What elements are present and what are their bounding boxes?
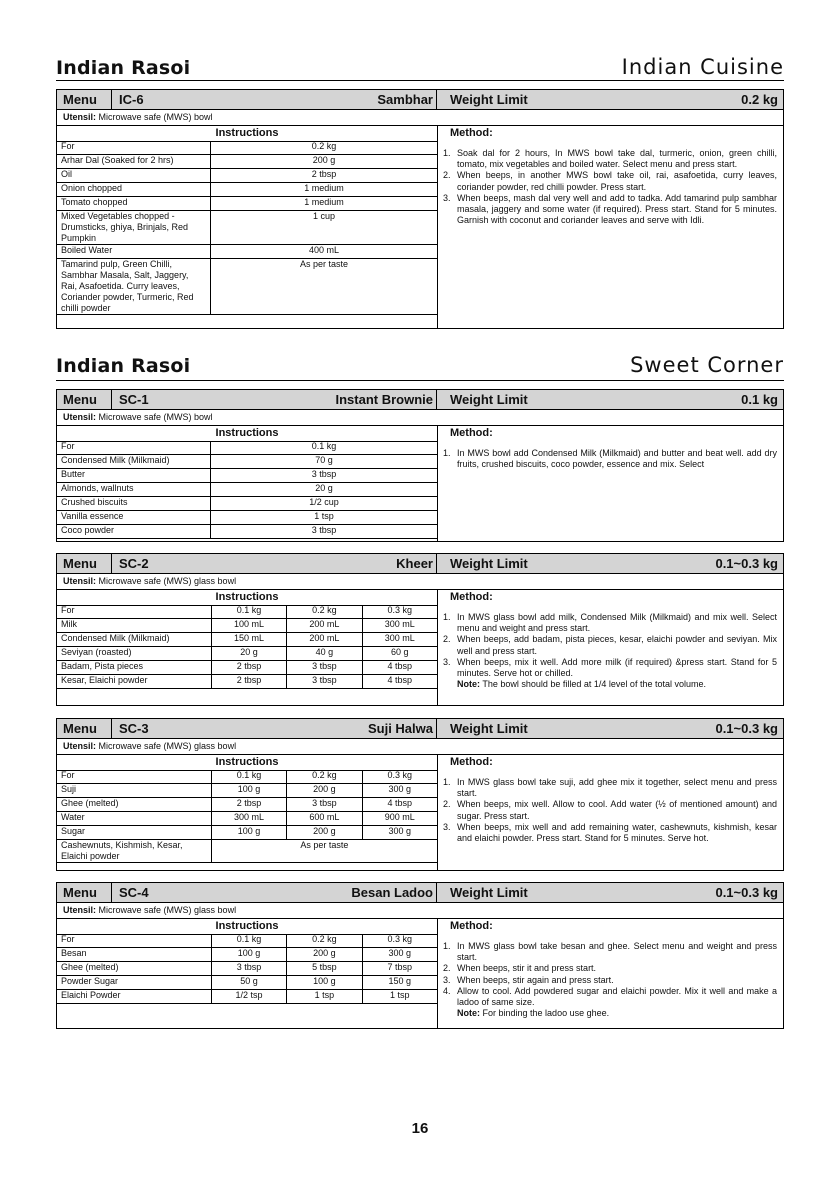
section-title-right: Indian Cuisine <box>621 55 784 79</box>
table-row <box>57 661 437 675</box>
recipe-name: Besan Ladoo <box>351 885 433 900</box>
ingredient-cell: Ghee (melted) <box>57 798 211 812</box>
header-divider <box>436 719 437 738</box>
method-step <box>443 612 777 634</box>
method-step <box>443 941 777 963</box>
method-title: Method: <box>450 591 493 603</box>
section-title-left: Indian Rasoi <box>56 355 191 377</box>
ingredient-cell: Tomato chopped <box>57 197 211 211</box>
table-row <box>57 455 437 469</box>
method-list <box>443 448 777 470</box>
table-row <box>57 826 437 840</box>
section-title-right: Sweet Corner <box>630 353 784 377</box>
method-step <box>443 777 777 799</box>
method-note <box>443 1008 777 1019</box>
quantity-cell: 600 mL <box>287 812 362 826</box>
menu-label: Menu <box>63 392 97 407</box>
table-row <box>57 483 437 497</box>
quantity-cell: 0.3 kg <box>362 605 437 619</box>
quantity-cell: 1 medium <box>211 197 438 211</box>
quantity-cell: 3 tbsp <box>287 661 362 675</box>
utensil-value: Microwave safe (MWS) glass bowl <box>98 741 237 751</box>
table-row <box>57 784 437 798</box>
quantity-cell: 100 mL <box>211 619 286 633</box>
quantity-cell: 1 medium <box>211 183 438 197</box>
method-step <box>443 657 777 679</box>
ingredient-cell: Condensed Milk (Milkmaid) <box>57 455 211 469</box>
quantity-cell: 300 g <box>362 784 437 798</box>
quantity-cell: 0.1 kg <box>211 605 286 619</box>
table-row <box>57 840 437 863</box>
step-number: 1. <box>443 612 451 622</box>
table-row <box>57 197 437 211</box>
table-row <box>57 619 437 633</box>
ingredient-cell: Almonds, wallnuts <box>57 483 211 497</box>
step-text: When beeps, stir again and press start. <box>457 974 614 985</box>
recipe-name: Sambhar <box>377 92 433 107</box>
quantity-cell: 4 tbsp <box>362 798 437 812</box>
method-step <box>443 634 777 656</box>
quantity-cell: 150 mL <box>211 633 286 647</box>
method-step <box>443 822 777 844</box>
ingredient-cell: Suji <box>57 784 211 798</box>
method-title: Method: <box>450 127 493 139</box>
menu-label: Menu <box>63 556 97 571</box>
ingredient-cell: Onion chopped <box>57 183 211 197</box>
divider <box>57 754 783 755</box>
utensil-value: Microwave safe (MWS) bowl <box>98 112 213 122</box>
step-number: 3. <box>443 656 451 667</box>
ingredient-cell: Boiled Water <box>57 245 211 259</box>
utensil-label: Utensil: <box>63 576 97 586</box>
quantity-cell: 300 g <box>362 826 437 840</box>
quantity-cell: 4 tbsp <box>362 675 437 689</box>
utensil-label: Utensil: <box>63 412 97 422</box>
instructions-title: Instructions <box>215 920 279 932</box>
recipe-name: Suji Halwa <box>367 721 433 736</box>
step-text: When beeps, mix well and add remaining water, cashewnuts, kishmish, kesar and elaichi powder. Press start. Stand for 5 minutes. Serve hot. <box>457 821 777 844</box>
recipe-header <box>57 90 783 110</box>
step-text: Allow to cool. Add powdered sugar and elaichi powder. Mix it well and make a ladoo of same size. <box>457 985 777 1008</box>
quantity-cell: 3 tbsp <box>287 675 362 689</box>
table-row <box>57 183 437 197</box>
step-number: 1. <box>443 941 451 951</box>
table-row <box>57 169 437 183</box>
quantity-cell: 200 g <box>287 948 362 962</box>
quantity-cell: 0.1 kg <box>211 770 286 784</box>
quantity-cell: 0.3 kg <box>362 770 437 784</box>
step-number: 2. <box>443 634 451 645</box>
quantity-cell: 150 g <box>362 976 437 990</box>
method-list <box>443 941 777 1019</box>
utensil-line <box>63 905 236 915</box>
ingredient-cell: Crushed biscuits <box>57 497 211 511</box>
quantity-cell: 4 tbsp <box>362 661 437 675</box>
weight-limit-value: 0.2 kg <box>741 92 778 107</box>
table-row <box>57 976 437 990</box>
quantity-cell: 1 tsp <box>362 990 437 1004</box>
quantity-cell: 0.2 kg <box>211 141 438 155</box>
instructions-title: Instructions <box>215 756 279 768</box>
quantity-cell: 3 tbsp <box>287 798 362 812</box>
step-number: 1. <box>443 777 451 787</box>
step-number: 3. <box>443 821 451 832</box>
quantity-cell: 0.3 kg <box>362 934 437 948</box>
column-divider <box>437 125 438 328</box>
menu-label: Menu <box>63 885 97 900</box>
ingredient-cell: Powder Sugar <box>57 976 211 990</box>
recipe-header <box>57 554 783 574</box>
method-step <box>443 193 777 227</box>
header-divider <box>111 90 112 109</box>
step-text: When beeps, in another MWS bowl take oil, rai, asafoetida, curry leaves, coriander powder, red chilli powder. Press start. <box>457 170 777 192</box>
column-divider <box>437 754 438 870</box>
weight-limit-label: Weight Limit <box>450 721 528 736</box>
utensil-value: Microwave safe (MWS) bowl <box>98 412 213 422</box>
step-text: Soak dal for 2 hours, In MWS bowl take dal, turmeric, onion, green chilli, tomato, mix vegetables and boiled water. Select menu and press start. <box>457 148 777 170</box>
table-row <box>57 511 437 525</box>
step-number: 1. <box>443 148 451 158</box>
quantity-cell: 5 tbsp <box>287 962 362 976</box>
quantity-cell: 0.2 kg <box>287 934 362 948</box>
quantity-cell: 300 mL <box>362 619 437 633</box>
weight-limit-label: Weight Limit <box>450 392 528 407</box>
recipe-name: Kheer <box>396 556 433 571</box>
page-number: 16 <box>411 1120 429 1137</box>
quantity-cell: As per taste <box>211 840 437 863</box>
quantity-cell: 60 g <box>362 647 437 661</box>
quantity-cell: 200 mL <box>287 619 362 633</box>
quantity-cell: 20 g <box>211 647 286 661</box>
quantity-cell: 0.1 kg <box>211 441 438 455</box>
ingredient-cell: Oil <box>57 169 211 183</box>
step-number: 3. <box>443 974 451 985</box>
recipe-card-sc-2 <box>56 553 784 706</box>
quantity-cell: 0.2 kg <box>287 605 362 619</box>
method-step <box>443 448 777 470</box>
quantity-cell: 1/2 cup <box>211 497 438 511</box>
quantity-cell: 300 g <box>362 948 437 962</box>
ingredient-cell: Vanilla essence <box>57 511 211 525</box>
quantity-cell: 40 g <box>287 647 362 661</box>
quantity-cell: 200 g <box>211 155 438 169</box>
ingredient-cell: Butter <box>57 469 211 483</box>
quantity-cell: 2 tbsp <box>211 675 286 689</box>
quantity-cell: 300 mL <box>211 812 286 826</box>
section-title-left: Indian Rasoi <box>56 57 191 79</box>
quantity-cell: 100 g <box>211 948 286 962</box>
quantity-cell: 3 tbsp <box>211 469 438 483</box>
table-row <box>57 934 437 948</box>
ingredient-cell: Water <box>57 812 211 826</box>
divider <box>57 125 783 126</box>
header-divider <box>111 883 112 902</box>
recipe-name: Instant Brownie <box>335 392 433 407</box>
method-step <box>443 799 777 821</box>
step-text: In MWS glass bowl add milk, Condensed Milk (Milkmaid) and mix well. Select menu and weight and press start. <box>457 612 777 634</box>
step-text: In MWS glass bowl take besan and ghee. Select menu and weight and press start. <box>457 941 777 963</box>
quantity-cell: 1/2 tsp <box>211 990 286 1004</box>
quantity-cell: 200 g <box>287 826 362 840</box>
instructions-title: Instructions <box>215 591 279 603</box>
table-row <box>57 798 437 812</box>
method-step <box>443 170 777 192</box>
weight-limit-label: Weight Limit <box>450 92 528 107</box>
quantity-cell: 2 tbsp <box>211 798 286 812</box>
table-row <box>57 647 437 661</box>
step-text: When beeps, add badam, pista pieces, kesar, elaichi powder and seviyan. Mix well and press start. <box>457 634 777 656</box>
step-text: When beeps, mash dal very well and add to tadka. Add tamarind pulp sambhar masala, jaggery and some water (if required). Press start. Stand for 5 minutes. Garnish with coconut and coriander leaves and serve with Idli. <box>457 192 777 226</box>
utensil-value: Microwave safe (MWS) glass bowl <box>98 576 237 586</box>
quantity-cell: 100 g <box>211 784 286 798</box>
quantity-cell: 300 mL <box>362 633 437 647</box>
ingredient-cell: For <box>57 605 211 619</box>
method-step <box>443 148 777 170</box>
quantity-cell: 1 cup <box>211 211 438 245</box>
recipe-card-sc-3 <box>56 718 784 871</box>
note-text: The bowl should be filled at 1/4 level of the total volume. <box>482 679 706 690</box>
header-divider <box>436 554 437 573</box>
utensil-line <box>63 741 236 751</box>
quantity-cell: 20 g <box>211 483 438 497</box>
step-number: 2. <box>443 170 451 181</box>
ingredient-cell: For <box>57 441 211 455</box>
divider <box>57 918 783 919</box>
table-row <box>57 948 437 962</box>
menu-code: IC-6 <box>119 92 144 107</box>
table-row <box>57 525 437 539</box>
method-note <box>443 679 777 690</box>
header-divider <box>111 554 112 573</box>
ingredient-cell: Milk <box>57 619 211 633</box>
step-text: When beeps, mix well. Allow to cool. Add water (½ of mentioned amount) and sugar. Press start. <box>457 799 777 821</box>
column-divider <box>437 589 438 705</box>
method-title: Method: <box>450 427 493 439</box>
header-divider <box>111 390 112 409</box>
ingredients-table <box>57 934 437 1004</box>
divider <box>57 589 783 590</box>
utensil-label: Utensil: <box>63 112 97 122</box>
ingredients-table <box>57 141 437 315</box>
method-list <box>443 148 777 226</box>
menu-label: Menu <box>63 92 97 107</box>
weight-limit-label: Weight Limit <box>450 556 528 571</box>
header-divider <box>436 883 437 902</box>
weight-limit-value: 0.1~0.3 kg <box>715 721 778 736</box>
table-row <box>57 155 437 169</box>
quantity-cell: 7 tbsp <box>362 962 437 976</box>
table-row <box>57 675 437 689</box>
table-row <box>57 141 437 155</box>
method-title: Method: <box>450 920 493 932</box>
step-text: When beeps, mix it well. Add more milk (if required) &press start. Stand for 5 minutes. Serve hot or chilled. <box>457 656 777 679</box>
ingredients-table <box>57 441 437 539</box>
quantity-cell: As per taste <box>211 259 438 315</box>
menu-label: Menu <box>63 721 97 736</box>
weight-limit-value: 0.1~0.3 kg <box>715 885 778 900</box>
divider <box>57 425 783 426</box>
table-row <box>57 469 437 483</box>
quantity-cell: 3 tbsp <box>211 962 286 976</box>
ingredient-cell: Cashewnuts, Kishmish, Kesar, Elaichi powder <box>57 840 211 863</box>
section-header-indian-cuisine <box>56 55 784 79</box>
table-row <box>57 962 437 976</box>
quantity-cell: 200 mL <box>287 633 362 647</box>
table-row <box>57 497 437 511</box>
step-text: In MWS bowl add Condensed Milk (Milkmaid) and butter and beat well. add dry fruits, crushed biscuits, coco powder, essence and mix. Select <box>457 448 777 470</box>
utensil-label: Utensil: <box>63 741 97 751</box>
instructions-title: Instructions <box>215 427 279 439</box>
menu-code: SC-1 <box>119 392 149 407</box>
column-divider <box>437 918 438 1028</box>
quantity-cell: 100 g <box>287 976 362 990</box>
step-number: 1. <box>443 448 451 458</box>
section-rule <box>56 80 784 81</box>
table-row <box>57 441 437 455</box>
step-number: 2. <box>443 799 451 810</box>
method-list <box>443 777 777 844</box>
table-row <box>57 990 437 1004</box>
step-text: In MWS glass bowl take suji, add ghee mix it together, select menu and press start. <box>457 777 777 799</box>
weight-limit-value: 0.1 kg <box>741 392 778 407</box>
quantity-cell: 50 g <box>211 976 286 990</box>
header-divider <box>436 90 437 109</box>
note-text: For binding the ladoo use ghee. <box>482 1008 610 1019</box>
instructions-title: Instructions <box>215 127 279 139</box>
quantity-cell: 100 g <box>211 826 286 840</box>
utensil-label: Utensil: <box>63 905 97 915</box>
table-row <box>57 633 437 647</box>
method-step <box>443 975 777 986</box>
quantity-cell: 1 tsp <box>287 990 362 1004</box>
section-header-sweet-corner <box>56 353 784 377</box>
utensil-value: Microwave safe (MWS) glass bowl <box>98 905 237 915</box>
quantity-cell: 2 tbsp <box>211 661 286 675</box>
ingredient-cell: Ghee (melted) <box>57 962 211 976</box>
recipe-header <box>57 719 783 739</box>
step-text: When beeps, stir it and press start. <box>457 963 597 974</box>
quantity-cell: 0.1 kg <box>211 934 286 948</box>
quantity-cell: 900 mL <box>362 812 437 826</box>
recipe-header <box>57 390 783 410</box>
table-row <box>57 259 437 315</box>
ingredient-cell: Mixed Vegetables chopped - Drumsticks, ghiya, Brinjals, Red Pumpkin <box>57 211 211 245</box>
table-row <box>57 245 437 259</box>
step-number: 3. <box>443 192 451 203</box>
ingredients-table <box>57 770 437 863</box>
step-number: 2. <box>443 963 451 974</box>
utensil-line <box>63 576 236 586</box>
ingredient-cell: Tamarind pulp, Green Chilli, Sambhar Masala, Salt, Jaggery, Rai, Asafoetida. Curry leaves, Coriander powder, Turmeric, Red chilli powder <box>57 259 211 315</box>
note-label: Note: <box>457 679 480 690</box>
utensil-line <box>63 412 213 422</box>
recipe-card-ic-6 <box>56 89 784 329</box>
header-divider <box>436 390 437 409</box>
weight-limit-value: 0.1~0.3 kg <box>715 556 778 571</box>
weight-limit-label: Weight Limit <box>450 885 528 900</box>
table-row <box>57 812 437 826</box>
note-label: Note: <box>457 1008 480 1019</box>
menu-code: SC-3 <box>119 721 149 736</box>
method-list <box>443 612 777 690</box>
recipe-header <box>57 883 783 903</box>
recipe-card-sc-1 <box>56 389 784 542</box>
header-divider <box>111 719 112 738</box>
recipe-card-sc-4 <box>56 882 784 1029</box>
quantity-cell: 200 g <box>287 784 362 798</box>
ingredient-cell: Seviyan (roasted) <box>57 647 211 661</box>
ingredient-cell: Arhar Dal (Soaked for 2 hrs) <box>57 155 211 169</box>
menu-code: SC-2 <box>119 556 149 571</box>
table-row <box>57 211 437 245</box>
quantity-cell: 3 tbsp <box>211 525 438 539</box>
ingredient-cell: Elaichi Powder <box>57 990 211 1004</box>
ingredient-cell: Kesar, Elaichi powder <box>57 675 211 689</box>
method-step <box>443 986 777 1008</box>
method-title: Method: <box>450 756 493 768</box>
quantity-cell: 1 tsp <box>211 511 438 525</box>
ingredient-cell: For <box>57 934 211 948</box>
ingredient-cell: Besan <box>57 948 211 962</box>
table-row <box>57 605 437 619</box>
table-row <box>57 770 437 784</box>
ingredient-cell: For <box>57 141 211 155</box>
utensil-line <box>63 112 213 122</box>
ingredient-cell: Coco powder <box>57 525 211 539</box>
ingredient-cell: For <box>57 770 211 784</box>
ingredients-table <box>57 605 437 689</box>
section-rule <box>56 380 784 381</box>
quantity-cell: 2 tbsp <box>211 169 438 183</box>
menu-code: SC-4 <box>119 885 149 900</box>
column-divider <box>437 425 438 541</box>
ingredient-cell: Condensed Milk (Milkmaid) <box>57 633 211 647</box>
step-number: 4. <box>443 985 451 996</box>
quantity-cell: 70 g <box>211 455 438 469</box>
method-step <box>443 963 777 974</box>
quantity-cell: 0.2 kg <box>287 770 362 784</box>
quantity-cell: 400 mL <box>211 245 438 259</box>
ingredient-cell: Sugar <box>57 826 211 840</box>
ingredient-cell: Badam, Pista pieces <box>57 661 211 675</box>
